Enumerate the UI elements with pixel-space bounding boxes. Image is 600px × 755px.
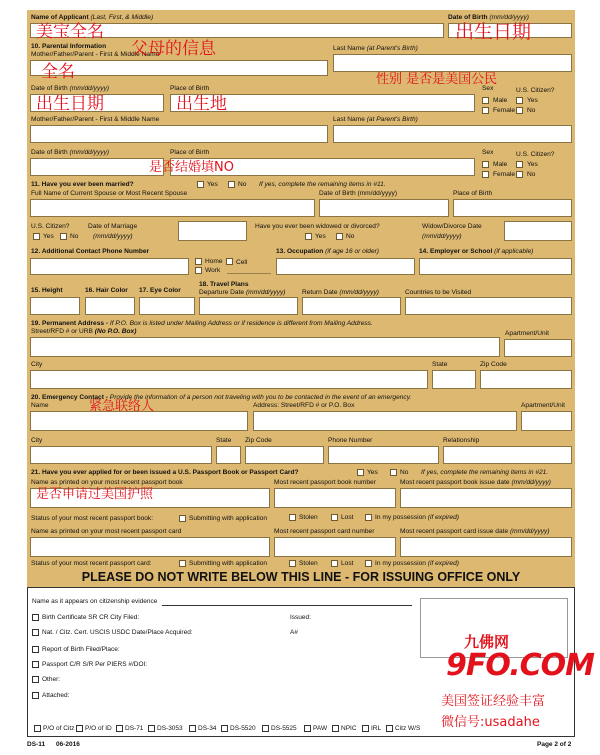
- section15-title: 15. Height: [31, 287, 63, 294]
- watermark-slogan: 美国签证经验丰富: [441, 694, 546, 709]
- parent2-male-label: Male: [493, 161, 508, 168]
- ds3053-checkbox[interactable]: [148, 725, 155, 732]
- book-submitting-label: Submitting with application: [189, 515, 268, 522]
- phone-work-checkbox[interactable]: [195, 267, 202, 274]
- book-date-field[interactable]: [400, 488, 572, 508]
- emergency-phone-label: Phone Number: [328, 437, 373, 444]
- book-possession-label: In my possession (if expired): [375, 514, 459, 521]
- spouse-citizen-no-checkbox[interactable]: [60, 233, 67, 240]
- issued-label: Issued:: [290, 614, 311, 621]
- section10-title: 10. Parental Information: [31, 43, 107, 50]
- phone-cell-checkbox[interactable]: [226, 258, 233, 265]
- ds5525-label: DS-5525: [271, 725, 297, 732]
- irl-checkbox[interactable]: [362, 725, 369, 732]
- section20-title: 20. Emergency Contact - Provide the information of a person not traveling with you to be contacted in the event of an emergency.: [31, 394, 412, 401]
- ds34-checkbox[interactable]: [189, 725, 196, 732]
- emergency-city-label: City: [31, 437, 43, 444]
- card-possession-checkbox[interactable]: [365, 560, 372, 567]
- page-number: Page 2 of 2: [537, 741, 572, 748]
- section12-title: 12. Additional Contact Phone Number: [31, 248, 150, 255]
- departure-field[interactable]: [199, 297, 298, 315]
- book-possession-checkbox[interactable]: [365, 514, 372, 521]
- book-submitting-checkbox[interactable]: [179, 515, 186, 522]
- parent2-citizen-no-checkbox[interactable]: [516, 171, 523, 178]
- widowed-yes-label: Yes: [315, 233, 326, 240]
- annotation-parent-dob: 出生日期: [36, 94, 104, 114]
- office-use-banner: PLEASE DO NOT WRITE BELOW THIS LINE - FOR ISSUING OFFICE ONLY: [27, 568, 575, 587]
- emergency-zip-field[interactable]: [245, 446, 324, 464]
- height-field[interactable]: [30, 297, 80, 315]
- marriage-date-hint: (mm/dd/yyyy): [93, 233, 133, 240]
- parent1-last-field[interactable]: [333, 54, 572, 72]
- annotation-parent-full-name: 全名: [41, 62, 75, 82]
- section21-title: 21. Have you ever applied for or been issued a U.S. Passport Book or Passport Card?: [31, 469, 299, 476]
- emergency-name-label: Name: [31, 402, 49, 409]
- card-number-field[interactable]: [274, 537, 396, 557]
- spouse-name-field[interactable]: [30, 199, 315, 217]
- po-id-checkbox[interactable]: [76, 725, 83, 732]
- street-field[interactable]: [30, 337, 500, 357]
- wd-date-field[interactable]: [504, 221, 572, 241]
- parent2-name-field[interactable]: [30, 125, 328, 143]
- ds3053-label: DS-3053: [157, 725, 183, 732]
- watermark-site-en: 9FO.COM: [446, 648, 594, 683]
- card-submitting-checkbox[interactable]: [179, 560, 186, 567]
- parent2-female-label: Female: [493, 171, 515, 178]
- section11-title: 11. Have you ever been married?: [31, 181, 134, 188]
- section16-title: 16. Hair Color: [85, 287, 128, 294]
- paw-label: PAW: [313, 725, 328, 732]
- married-no-label: No: [238, 181, 247, 188]
- spouse-citizen-yes-checkbox[interactable]: [33, 233, 40, 240]
- emergency-apt-field[interactable]: [521, 411, 572, 431]
- spouse-citizen-no-label: No: [70, 233, 79, 240]
- form-number: DS-11: [27, 741, 46, 748]
- po-id-label: P/O of ID: [85, 725, 112, 732]
- parent1-citizen-no-checkbox[interactable]: [516, 107, 523, 114]
- book-stolen-label: Stolen: [299, 514, 318, 521]
- emergency-address-label: Address: Street/RFD # or P.O. Box: [253, 402, 355, 409]
- watermark-wechat: 微信号:usadahe: [441, 715, 540, 730]
- card-name-label: Name as printed on your most recent passport card: [31, 528, 182, 535]
- attached-label: Attached:: [42, 692, 70, 699]
- spouse-dob-field[interactable]: [319, 199, 449, 217]
- card-status-label: Status of your most recent passport card:: [31, 560, 152, 567]
- report-of-birth-row: Report of Birth Filed/Place:: [42, 646, 120, 653]
- book-number-field[interactable]: [274, 488, 396, 508]
- parent1-citizen-yes-checkbox[interactable]: [516, 97, 523, 104]
- npic-label: NPIC: [341, 725, 357, 732]
- birth-certificate-checkbox[interactable]: [32, 614, 39, 621]
- married-yes-label: Yes: [207, 181, 218, 188]
- card-possession-label: In my possession (if expired): [375, 560, 459, 567]
- annotation-parent-info: 父母的信息: [131, 39, 216, 59]
- state-label: State: [432, 361, 448, 368]
- emergency-state-field[interactable]: [216, 446, 241, 464]
- ds5520-label: DS-5520: [230, 725, 256, 732]
- annotation-married: 是否结婚填NO: [149, 160, 234, 175]
- card-date-label: Most recent passport card issue date (mm/dd/yyyy): [400, 528, 550, 535]
- ds5525-checkbox[interactable]: [262, 725, 269, 732]
- parent2-female-checkbox[interactable]: [482, 171, 489, 178]
- parent2-last-label: Last Name (at Parent's Birth): [333, 116, 418, 123]
- other-label: Other:: [42, 676, 61, 683]
- annotation-dob: 出生日期: [455, 21, 532, 43]
- other-checkbox[interactable]: [32, 676, 39, 683]
- marriage-date-label: Date of Marriage: [88, 223, 138, 230]
- emergency-apt-label: Apartment/Unit: [521, 402, 565, 409]
- spouse-pob-label: Place of Birth: [453, 190, 493, 197]
- apt-label: Apartment/Unit: [505, 330, 549, 337]
- married-note: If yes, complete the remaining items in #11.: [259, 181, 386, 188]
- parent1-female-checkbox[interactable]: [482, 107, 489, 114]
- parent2-citizen-yes-label: Yes: [527, 161, 538, 168]
- book-stolen-checkbox[interactable]: [289, 514, 296, 521]
- ds5520-checkbox[interactable]: [221, 725, 228, 732]
- parent1-name-label: Mother/Father/Parent - First & Middle Name: [31, 51, 160, 58]
- emergency-state-label: State: [216, 437, 232, 444]
- parent2-male-checkbox[interactable]: [482, 161, 489, 168]
- card-name-field[interactable]: [30, 537, 270, 557]
- return-label: Return Date (mm/dd/yyyy): [302, 289, 379, 296]
- parent2-dob-label: Date of Birth (mm/dd/yyyy): [31, 149, 110, 156]
- irl-label: IRL: [371, 725, 382, 732]
- eye-color-field[interactable]: [139, 297, 195, 315]
- widowed-label: Have you ever been widowed or divorced?: [255, 223, 380, 230]
- spouse-pob-field[interactable]: [453, 199, 572, 217]
- card-stolen-label: Stolen: [299, 560, 318, 567]
- street-label: Street/RFD # or URB (No P.O. Box): [31, 328, 137, 335]
- widowed-no-checkbox[interactable]: [336, 233, 343, 240]
- spouse-dob-label: Date of Birth (mm/dd/yyyy): [319, 190, 398, 197]
- a-number-label: A#: [290, 629, 298, 636]
- passport-checkbox[interactable]: [32, 661, 39, 668]
- paw-checkbox[interactable]: [304, 725, 311, 732]
- parent1-dob-label: Date of Birth (mm/dd/yyyy): [31, 85, 110, 92]
- marriage-date-field[interactable]: [178, 221, 247, 241]
- countries-field[interactable]: [405, 297, 572, 315]
- parent2-citizen-label: U.S. Citizen?: [516, 151, 555, 158]
- annotation-full-name: 美宝全名: [36, 22, 104, 42]
- citz-ws-label: Citz W/S: [395, 725, 421, 732]
- book-status-label: Status of your most recent passport book:: [31, 515, 154, 522]
- annotation-parent-pob: 出生地: [176, 94, 227, 114]
- state-field[interactable]: [432, 370, 476, 389]
- wd-date-hint: (mm/dd/yyyy): [422, 233, 462, 240]
- citizenship-evidence-line: [162, 605, 412, 606]
- name-applicant-label: Name of Applicant (Last, First, & Middle): [31, 14, 154, 21]
- emergency-relationship-label: Relationship: [443, 437, 480, 444]
- passport-yes-label: Yes: [367, 469, 378, 476]
- card-lost-label: Lost: [341, 560, 354, 567]
- naturalization-checkbox[interactable]: [32, 629, 39, 636]
- parent2-last-field[interactable]: [333, 125, 572, 143]
- parent1-male-label: Male: [493, 97, 508, 104]
- phone-cell-label: Cell: [236, 259, 248, 266]
- departure-label: Departure Date (mm/dd/yyyy): [199, 289, 286, 296]
- section19-title: 19. Permanent Address - If P.O. Box is listed under Mailing Address or if residence is different from Mailing Address.: [31, 320, 373, 327]
- married-no-checkbox[interactable]: [228, 181, 235, 188]
- parent1-female-label: Female: [493, 107, 515, 114]
- parent1-pob-label: Place of Birth: [170, 85, 210, 92]
- report-of-birth-checkbox[interactable]: [32, 646, 39, 653]
- section18-title: 18. Travel Plans: [199, 281, 249, 288]
- annotation-gender-citizen: 性别 是否是美国公民: [376, 72, 498, 87]
- emergency-relationship-field[interactable]: [443, 446, 572, 464]
- book-name-label: Name as printed on your most recent passport book: [31, 479, 183, 486]
- phone-home-checkbox[interactable]: [195, 258, 202, 265]
- parent1-citizen-label: U.S. Citizen?: [516, 87, 555, 94]
- wd-date-label: Widow/Divorce Date: [422, 223, 482, 230]
- passport-note: If yes, complete the remaining items in #21.: [421, 469, 549, 476]
- emergency-address-field[interactable]: [253, 411, 517, 431]
- ds71-checkbox[interactable]: [116, 725, 123, 732]
- emergency-phone-field[interactable]: [328, 446, 439, 464]
- book-lost-checkbox[interactable]: [331, 514, 338, 521]
- section17-title: 17. Eye Color: [139, 287, 181, 294]
- emergency-name-field[interactable]: [30, 411, 248, 431]
- ds71-label: DS-71: [125, 725, 144, 732]
- parent2-sex-label: Sex: [482, 149, 494, 156]
- passport-no-label: No: [400, 469, 409, 476]
- hair-color-field[interactable]: [85, 297, 135, 315]
- annotation-emergency: 紧急联络人: [89, 399, 155, 414]
- ds34-label: DS-34: [198, 725, 217, 732]
- emergency-zip-label: Zip Code: [245, 437, 272, 444]
- book-lost-label: Lost: [341, 514, 354, 521]
- occupation-field[interactable]: [276, 258, 415, 275]
- spouse-citizen-label: U.S. Citizen?: [31, 223, 70, 230]
- phone-home-label: Home: [205, 258, 223, 265]
- parent2-name-label: Mother/Father/Parent - First & Middle Name: [31, 116, 160, 123]
- apt-field[interactable]: [504, 339, 572, 357]
- naturalization-row: Nat. / Citz. Cert. USCIS USDC Date/Place Acquired:: [42, 629, 193, 636]
- card-number-label: Most recent passport card number: [274, 528, 375, 535]
- phone-work-line: [227, 273, 271, 274]
- city-field[interactable]: [30, 370, 428, 389]
- widowed-no-label: No: [346, 233, 355, 240]
- card-submitting-label: Submitting with application: [189, 560, 268, 567]
- book-number-label: Most recent passport book number: [274, 479, 376, 486]
- emergency-city-field[interactable]: [30, 446, 212, 464]
- employer-field[interactable]: [419, 258, 572, 275]
- parent2-citizen-yes-checkbox[interactable]: [516, 161, 523, 168]
- po-citz-checkbox[interactable]: [34, 725, 41, 732]
- passport-row: Passport C/R S/R Per PIERS #/DOI:: [42, 661, 148, 668]
- ds11-form-page: [27, 10, 575, 568]
- parent2-dob-field[interactable]: [30, 158, 164, 176]
- city-label: City: [31, 361, 43, 368]
- parent1-male-checkbox[interactable]: [482, 97, 489, 104]
- zip-label: Zip Code: [480, 361, 507, 368]
- zip-field[interactable]: [480, 370, 572, 389]
- section14-title: 14. Employer or School (if applicable): [419, 248, 534, 255]
- passport-no-checkbox[interactable]: [390, 469, 397, 476]
- npic-checkbox[interactable]: [332, 725, 339, 732]
- return-field[interactable]: [302, 297, 401, 315]
- card-lost-checkbox[interactable]: [331, 560, 338, 567]
- po-citz-label: P/O of Citz: [43, 725, 75, 732]
- dob-label: Date of Birth (mm/dd/yyyy): [448, 14, 529, 21]
- attached-checkbox[interactable]: [32, 692, 39, 699]
- contact-phone-field[interactable]: [30, 258, 189, 275]
- parent1-citizen-yes-label: Yes: [527, 97, 538, 104]
- citz-ws-checkbox[interactable]: [386, 725, 393, 732]
- widowed-yes-checkbox[interactable]: [305, 233, 312, 240]
- section13-title: 13. Occupation (if age 16 or older): [276, 248, 380, 255]
- passport-yes-checkbox[interactable]: [357, 469, 364, 476]
- card-date-field[interactable]: [400, 537, 572, 557]
- book-date-label: Most recent passport book issue date (mm/dd/yyyy): [400, 479, 551, 486]
- married-yes-checkbox[interactable]: [197, 181, 204, 188]
- birth-certificate-row: Birth Certificate SR CR City Filed:: [42, 614, 140, 621]
- spouse-citizen-yes-label: Yes: [43, 233, 54, 240]
- parent2-pob-label: Place of Birth: [170, 149, 210, 156]
- card-stolen-checkbox[interactable]: [289, 560, 296, 567]
- spouse-name-label: Full Name of Current Spouse or Most Recent Spouse: [31, 190, 188, 197]
- form-date: 06-2016: [56, 741, 80, 748]
- countries-label: Countries to be Visited: [405, 289, 472, 296]
- phone-work-label: Work: [205, 267, 221, 274]
- parent1-sex-label: Sex: [482, 85, 494, 92]
- annotation-passport: 是否申请过美国护照: [36, 487, 154, 502]
- citizenship-evidence-label: Name as it appears on citizenship evidence: [32, 598, 158, 605]
- parent2-citizen-no-label: No: [527, 171, 536, 178]
- watermark-site-cn: 九佛网: [464, 633, 510, 651]
- parent1-last-label: Last Name (at Parent's Birth): [333, 45, 418, 52]
- parent1-citizen-no-label: No: [527, 107, 536, 114]
